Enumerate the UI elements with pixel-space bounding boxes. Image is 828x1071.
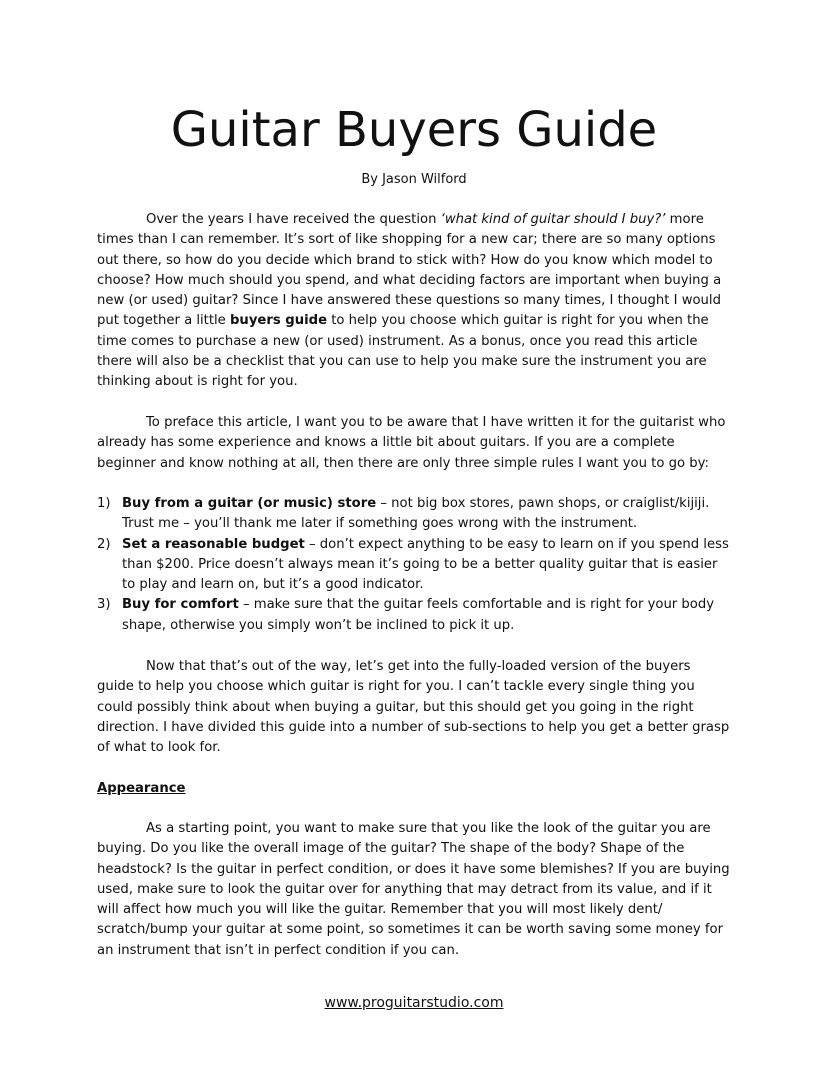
intro-question: ‘what kind of guitar should I buy?’: [440, 212, 666, 227]
list-item: [97, 595, 731, 636]
transition-paragraph: [97, 657, 731, 758]
list-item-bold: Buy for comfort: [122, 597, 239, 613]
author-byline: By Jason Wilford: [361, 172, 467, 187]
intro-text-2: more times than I can remember. It’s sort of like shopping for a new car; there are so many options out there, so how do you decide which brand to stick with? How do you know which model to choose? How much should you spend, and what deciding factors are important when buying a new (or used) guitar? Since I have answered these questions so many times, I thought I would put together a little: [97, 212, 722, 329]
list-item-text: – not big box stores, pawn shops, or craiglist/kijiji. Trust me – you’ll thank me later if something goes wrong with the instrument.: [122, 496, 710, 532]
list-item-number: 3): [97, 597, 111, 613]
appearance-text: As a starting point, you want to make sure that you like the look of the guitar you are buying. Do you like the overall image of the guitar? The shape of the body? Shape of the headstock? Is the guitar in perfect condition, or does it have some blemishes? If you are buying used, make sure to look the guitar over for anything that may detract from its value, and if it will affect how much you will like the guitar. Remember that you will most likely dent/ scratch/bump your guitar at some point, so sometimes it can be worth saving some money for an instrument that isn’t in perfect condition if you can.: [97, 821, 730, 958]
list-item-bold: Set a reasonable budget: [122, 536, 305, 552]
list-item-bold: Buy from a guitar (or music) store: [122, 496, 377, 511]
intro-text-1: Over the years I have received the question: [146, 212, 441, 227]
list-item-number: 2): [97, 536, 111, 552]
intro-bold-phrase: buyers guide: [229, 313, 328, 329]
website-link[interactable]: www.proguitarstudio.com: [324, 995, 504, 1011]
section-heading: [97, 779, 731, 799]
transition-text: Now that that’s out of the way, let’s get into the fully-loaded version of the buyers guide to help you choose which guitar is right for you. I can’t tackle every single thing you could possibly think about when buying a guitar, but this should get you going in the right direction. I have divided this guide into a number of sub-sections to help you get a better grasp of what to look for.: [97, 659, 730, 756]
appearance-paragraph: [97, 819, 731, 961]
list-item-text: – don’t expect anything to be easy to learn on if you spend less than $200. Price doesn’t always mean it’s going to be a better quality guitar that is easier to play and learn on, but it’s a good indicator.: [122, 536, 729, 593]
intro-text-3: to help you choose which guitar is right for you when the time comes to purchase a new (or used) instrument. As a bonus, once you read this article there will also be a checklist that you can use to help you make sure the instrument you are thinking about is right for you.: [97, 313, 709, 390]
preface-paragraph: [97, 413, 731, 474]
document-title: Guitar Buyers Guide: [170, 102, 658, 158]
list-item: [97, 494, 731, 535]
appearance-heading: Appearance: [97, 781, 186, 796]
list-item-text: – make sure that the guitar feels comfortable and is right for your body shape, otherwise you simply won’t be inclined to pick it up.: [122, 597, 715, 633]
intro-paragraph: [97, 210, 731, 393]
preface-text: To preface this article, I want you to be aware that I have written it for the guitarist who already has some experience and knows a little bit about guitars. If you are a complete beginner and know nothing at all, then there are only three simple rules I want you to go by:: [97, 415, 726, 471]
list-item: [97, 535, 731, 596]
footer: [0, 993, 828, 1013]
rules-list: [97, 494, 731, 636]
list-item-number: 1): [97, 496, 111, 511]
